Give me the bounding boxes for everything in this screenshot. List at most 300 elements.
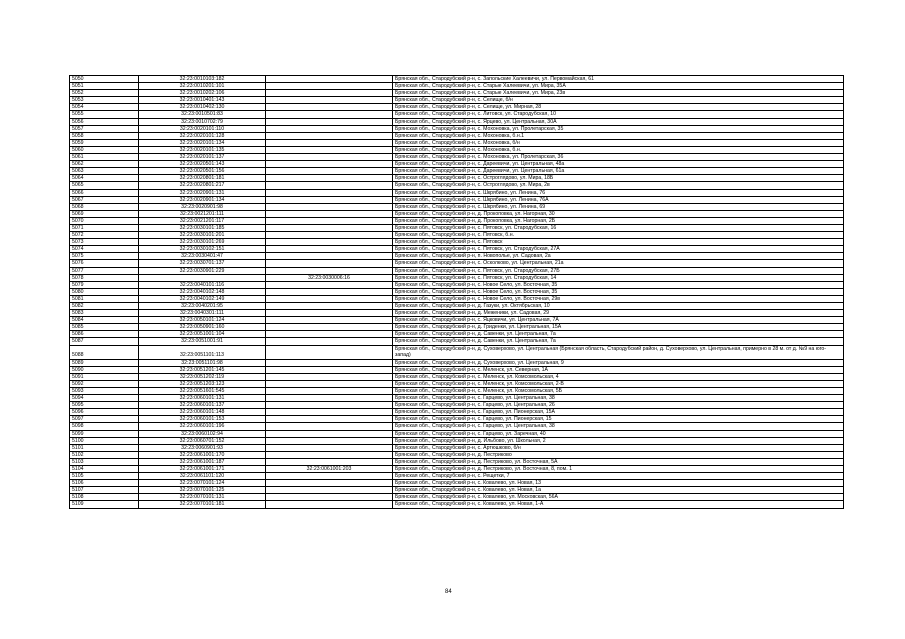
row-number-cell: 5070 [70,217,139,224]
row-number-cell: 5100 [70,437,139,444]
previous-cadastral-number-cell [266,338,393,345]
previous-cadastral-number-cell [266,118,393,125]
row-number-cell: 5081 [70,295,139,302]
table-row [70,366,844,373]
address-cell: Брянская обл., Стародубский р-н, с. Селище, ул. Мирная, 28 [393,104,844,111]
table-row [70,423,844,430]
previous-cadastral-number-cell [266,253,393,260]
previous-cadastral-number-cell [266,487,393,494]
row-number-cell: 5092 [70,380,139,387]
address-cell: Брянская обл., Стародубский р-н, д. Меженики, ул. Садовая, 29 [393,310,844,317]
row-number-cell: 5079 [70,281,139,288]
table-row [70,76,844,83]
address-cell: Брянская обл., Стародубский р-н, с. Пятовск, ул. Стародубская, 27А [393,246,844,253]
table-row [70,260,844,267]
table-row [70,345,844,359]
previous-cadastral-number-cell [266,366,393,373]
previous-cadastral-number-cell [266,111,393,118]
row-number-cell: 5091 [70,373,139,380]
row-number-cell: 5109 [70,501,139,508]
address-cell: Брянская обл., Стародубский р-н, с. Шкрябино, ул. Ленина, 69 [393,203,844,210]
address-cell: Брянская обл., Стародубский р-н, с. Мохоновка, б/н [393,139,844,146]
table-row [70,331,844,338]
cadastral-number-cell: 32:23:0050901:160 [139,324,266,331]
previous-cadastral-number-cell [266,451,393,458]
row-number-cell: 5102 [70,451,139,458]
previous-cadastral-number-cell [266,267,393,274]
cadastral-number-cell: 32:23:0060101:148 [139,409,266,416]
previous-cadastral-number-cell [266,281,393,288]
table-row [70,97,844,104]
row-number-cell: 5056 [70,118,139,125]
address-cell: Брянская обл., Стародубский р-н, с. Мохоновка, ул. Пролетарская, 35 [393,125,844,132]
address-cell: Брянская обл., Стародубский р-н, д. Газуки, ул. Октябрьская, 10 [393,303,844,310]
cadastral-number-cell: 32:23:0040201:95 [139,303,266,310]
previous-cadastral-number-cell [266,423,393,430]
row-number-cell: 5094 [70,395,139,402]
previous-cadastral-number-cell [266,359,393,366]
table-row [70,118,844,125]
previous-cadastral-number-cell [266,324,393,331]
row-number-cell: 5085 [70,324,139,331]
previous-cadastral-number-cell [266,409,393,416]
table-row [70,189,844,196]
cadastral-number-cell: 32:23:0040102:149 [139,295,266,302]
cadastral-number-cell: 32:23:0061001:171 [139,465,266,472]
previous-cadastral-number-cell [266,494,393,501]
previous-cadastral-number-cell [266,189,393,196]
row-number-cell: 5058 [70,132,139,139]
cadastral-number-cell: 32:23:0020901:98 [139,203,266,210]
previous-cadastral-number-cell [266,458,393,465]
cadastral-number-cell: 32:23:0051101:98 [139,359,266,366]
previous-cadastral-number-cell [266,76,393,83]
cadastral-number-cell: 32:23:0020501:156 [139,168,266,175]
cadastral-number-cell: 32:23:0040101:116 [139,281,266,288]
previous-cadastral-number-cell [266,402,393,409]
previous-cadastral-number-cell [266,203,393,210]
table-row [70,224,844,231]
table-row [70,430,844,437]
address-cell: Брянская обл., Стародубский р-н, с. Гарцево, ул. Центральная, 26 [393,402,844,409]
table-row [70,196,844,203]
table-row [70,175,844,182]
table-row [70,338,844,345]
address-cell: Брянская обл., Стародубский р-н, с. Меленск, ул. Комсомольская, 5Б [393,387,844,394]
table-row [70,380,844,387]
address-cell: Брянская обл., Стародубский р-н, с. Селище, б/н [393,97,844,104]
row-number-cell: 5053 [70,97,139,104]
cadastral-number-cell: 32:23:0060701:152 [139,437,266,444]
cadastral-number-cell: 32:23:0030901:229 [139,267,266,274]
row-number-cell: 5065 [70,182,139,189]
row-number-cell: 5062 [70,161,139,168]
previous-cadastral-number-cell: 32:23:0030006:16 [266,274,393,281]
address-cell: Брянская обл., Стародубский р-н, с. Ковалево, ул. Новая, 13 [393,480,844,487]
table-row [70,267,844,274]
address-cell: Брянская обл., Стародубский р-н, с. Меленск, ул. Северная, 1А [393,366,844,373]
address-cell: Брянская обл., Стародубский р-н, с. Яцковичи, ул. Центральная, 7А [393,317,844,324]
row-number-cell: 5057 [70,125,139,132]
cadastral-number-cell: 32:23:0051203:123 [139,380,266,387]
row-number-cell: 5071 [70,224,139,231]
cadastral-number-cell: 32:23:0061001:187 [139,458,266,465]
cadastral-number-cell: 32:23:0030101:269 [139,239,266,246]
previous-cadastral-number-cell [266,444,393,451]
table-row [70,303,844,310]
row-number-cell: 5077 [70,267,139,274]
cadastral-number-cell: 32:23:0060101:137 [139,402,266,409]
table-row [70,395,844,402]
table-row [70,132,844,139]
table-row [70,253,844,260]
registry-table [69,75,844,509]
row-number-cell: 5099 [70,430,139,437]
row-number-cell: 5076 [70,260,139,267]
table-row [70,139,844,146]
cadastral-number-cell: 32:23:0051001:104 [139,331,266,338]
cadastral-number-cell: 32:23:0051601:545 [139,387,266,394]
previous-cadastral-number-cell [266,161,393,168]
previous-cadastral-number-cell [266,288,393,295]
row-number-cell: 5073 [70,239,139,246]
previous-cadastral-number-cell [266,168,393,175]
address-cell: Брянская обл., Стародубский р-н, д. Гриденки, ул. Центральная, 15А [393,324,844,331]
previous-cadastral-number-cell [266,303,393,310]
previous-cadastral-number-cell [266,387,393,394]
cadastral-number-cell: 32:23:0020101:137 [139,154,266,161]
cadastral-number-cell: 32:23:0010501:83 [139,111,266,118]
previous-cadastral-number-cell [266,310,393,317]
address-cell: Брянская обл., Стародубский р-н, с. Пятовск, б.н. [393,232,844,239]
row-number-cell: 5078 [70,274,139,281]
previous-cadastral-number-cell [266,430,393,437]
cadastral-number-cell: 32:23:0060101:196 [139,423,266,430]
table-row [70,310,844,317]
previous-cadastral-number-cell [266,146,393,153]
address-cell: Брянская обл., Стародубский р-н, с. Гарцево, ул. Центральная, 38 [393,423,844,430]
row-number-cell: 5080 [70,288,139,295]
previous-cadastral-number-cell [266,317,393,324]
address-cell: Брянская обл., Стародубский р-н, с. Ковалево, ул. Новая, 1-А [393,501,844,508]
address-cell: Брянская обл., Стародубский р-н, с. Гарцево, ул. Пионерская, 15 [393,416,844,423]
address-cell: Брянская обл., Стародубский р-н, с. Новое Село, ул. Восточная, 35 [393,281,844,288]
table-row [70,295,844,302]
previous-cadastral-number-cell [266,480,393,487]
cadastral-number-cell: 32:23:0070101:181 [139,501,266,508]
address-cell: Брянская обл., Стародубский р-н, д. Суховерхово, ул. Центральная, 9 [393,359,844,366]
address-cell: Брянская обл., Стародубский р-н, с. Дареевичи, ул. Центральная, 61а [393,168,844,175]
previous-cadastral-number-cell [266,139,393,146]
row-number-cell: 5084 [70,317,139,324]
address-cell: Брянская обл., Стародубский р-н, с. Меленск, ул. Комсомольская, 2-В [393,380,844,387]
table-row [70,324,844,331]
table-row [70,217,844,224]
address-cell: Брянская обл., Стародубский р-н, с. Пятовск [393,239,844,246]
address-cell: Брянская обл., Стародубский р-н, с. Пятовск, ул. Стародубская, 27Б [393,267,844,274]
page-number: 84 [445,589,452,595]
address-cell: Брянская обл., Стародубский р-н, д. Суховерхово, ул. Центральная (Брянская область, Стародубский район, д. Суховерхово, ул. Центральная, примерно в 28 м. от д. №9 на юго-запад) [393,345,844,359]
address-cell: Брянская обл., Стародубский р-н, с. Мохоновка, б.н.1 [393,132,844,139]
address-cell: Брянская обл., Стародубский р-н, с. Артюшково, б/н [393,444,844,451]
previous-cadastral-number-cell [266,210,393,217]
table-row [70,473,844,480]
table-row [70,161,844,168]
address-cell: Брянская обл., Стародубский р-н, с. Шкрябино, ул. Ленина, 76А [393,196,844,203]
row-number-cell: 5106 [70,480,139,487]
row-number-cell: 5066 [70,189,139,196]
table-row [70,146,844,153]
address-cell: Брянская обл., Стародубский р-н, д. Прокоповка, ул. Нагорная, 2Б [393,217,844,224]
table-row [70,402,844,409]
previous-cadastral-number-cell [266,331,393,338]
table-row [70,409,844,416]
address-cell: Брянская обл., Стародубский р-н, с. Мохоновка, ул. Пролетарская, 36 [393,154,844,161]
address-cell: Брянская обл., Стародубский р-н, с. Мохоновка, б.н. [393,146,844,153]
address-cell: Брянская обл., Стародубский р-н, п. Новополье, ул. Садовая, 2а [393,253,844,260]
previous-cadastral-number-cell [266,125,393,132]
cadastral-number-cell: 32:23:0010103:182 [139,76,266,83]
table-row [70,416,844,423]
address-cell: Брянская обл., Стародубский р-н, с. Пятовск, ул. Стародубская, 16 [393,224,844,231]
cadastral-number-cell: 32:23:0020101:134 [139,139,266,146]
cadastral-number-cell: 32:23:0010202:106 [139,90,266,97]
table-row [70,494,844,501]
address-cell: Брянская обл., Стародубский р-н, с. Новое Село, ул. Восточная, 35 [393,288,844,295]
previous-cadastral-number-cell [266,232,393,239]
table-row [70,437,844,444]
previous-cadastral-number-cell [266,217,393,224]
row-number-cell: 5064 [70,175,139,182]
table-row [70,182,844,189]
address-cell: Брянская обл., Стародубский р-н, с. Ярцево, ул. Центральная, 30А [393,118,844,125]
address-cell: Брянская обл., Стародубский р-н, с. Гарцево, ул. Заречная, 40 [393,430,844,437]
address-cell: Брянская обл., Стародубский р-н, с. Старые Халеевичи, ул. Мира, 23в [393,90,844,97]
address-cell: Брянская обл., Стародубский р-н, д. Савенки, ул. Центральная, 7а [393,331,844,338]
cadastral-number-cell: 32:23:0050101:124 [139,317,266,324]
previous-cadastral-number-cell [266,395,393,402]
row-number-cell: 5082 [70,303,139,310]
row-number-cell: 5098 [70,423,139,430]
row-number-cell: 5063 [70,168,139,175]
address-cell: Брянская обл., Стародубский р-н, с. Меленск, ул. Комсомольская, 4 [393,373,844,380]
cadastral-number-cell: 32:23:0051101:113 [139,345,266,359]
row-number-cell: 5108 [70,494,139,501]
address-cell: Брянская обл., Стародубский р-н, с. Гарцево, ул. Центральная, 38 [393,395,844,402]
row-number-cell: 5055 [70,111,139,118]
previous-cadastral-number-cell [266,182,393,189]
address-cell: Брянская обл., Стародубский р-н, с. Литовск, ул. Стародубская, 10 [393,111,844,118]
row-number-cell: 5075 [70,253,139,260]
previous-cadastral-number-cell [266,501,393,508]
table-row [70,111,844,118]
previous-cadastral-number-cell [266,416,393,423]
table-row [70,281,844,288]
address-cell: Брянская обл., Стародубский р-н, с. Остроглядово, ул. Мира, 18Б [393,175,844,182]
address-cell: Брянская обл., Стародубский р-н, д. Пестриково [393,451,844,458]
previous-cadastral-number-cell [266,380,393,387]
cadastral-number-cell: 32:23:0010201:101 [139,83,266,90]
address-cell: Брянская обл., Стародубский р-н, с. Шкрябино, ул. Ленина, 76 [393,189,844,196]
row-number-cell: 5103 [70,458,139,465]
cadastral-number-cell: 32:23:0010402:130 [139,104,266,111]
row-number-cell: 5059 [70,139,139,146]
previous-cadastral-number-cell [266,104,393,111]
table-row [70,465,844,472]
cadastral-number-cell: 32:23:0070101:131 [139,494,266,501]
cadastral-number-cell [139,274,266,281]
cadastral-number-cell: 32:23:0051001:91 [139,338,266,345]
row-number-cell: 5097 [70,416,139,423]
previous-cadastral-number-cell: 32:23:0061001:203 [266,465,393,472]
address-cell: Брянская обл., Стародубский р-н, д. Савенки, ул. Центральная, 7а [393,338,844,345]
cadastral-number-cell: 32:23:0020901:131 [139,189,266,196]
address-cell: Брянская обл., Стародубский р-н, с. Ковалево, ул. Новая, 1а [393,487,844,494]
previous-cadastral-number-cell [266,246,393,253]
address-cell: Брянская обл., Стародубский р-н, с. Остроглядово, ул. Мира, 2в [393,182,844,189]
previous-cadastral-number-cell [266,473,393,480]
cadastral-number-cell: 32:23:0060102:94 [139,430,266,437]
cadastral-number-cell: 32:23:0030401:47 [139,253,266,260]
table-row [70,246,844,253]
row-number-cell: 5101 [70,444,139,451]
table-row [70,458,844,465]
table-row [70,274,844,281]
table-row [70,104,844,111]
previous-cadastral-number-cell [266,345,393,359]
table-row [70,387,844,394]
row-number-cell: 5072 [70,232,139,239]
address-cell: Брянская обл., Стародубский р-н, д. Пестриково, ул. Восточная, 8, пом. 1 [393,465,844,472]
cadastral-number-cell: 32:23:0010702:79 [139,118,266,125]
table-row [70,487,844,494]
address-cell: Брянская обл., Стародубский р-н, с. Рещетки, 7 [393,473,844,480]
table-row [70,154,844,161]
previous-cadastral-number-cell [266,97,393,104]
row-number-cell: 5051 [70,83,139,90]
previous-cadastral-number-cell [266,239,393,246]
row-number-cell: 5060 [70,146,139,153]
address-cell: Брянская обл., Стародубский р-н, с. Гарцево, ул. Пионерская, 15А [393,409,844,416]
cadastral-number-cell: 32:23:0020501:143 [139,161,266,168]
table-row [70,317,844,324]
table-row [70,210,844,217]
cadastral-number-cell: 32:23:0070101:125 [139,487,266,494]
address-cell: Брянская обл., Стародубский р-н, с. Дареевичи, ул. Центральная, 48а [393,161,844,168]
table-row [70,288,844,295]
cadastral-number-cell: 32:23:0060101:131 [139,395,266,402]
row-number-cell: 5054 [70,104,139,111]
cadastral-number-cell: 32:23:0020101:128 [139,132,266,139]
row-number-cell: 5090 [70,366,139,373]
address-cell: Брянская обл., Стародубский р-н, с. Ковалево, ул. Московская, 56А [393,494,844,501]
cadastral-number-cell: 32:23:0021201:117 [139,217,266,224]
cadastral-number-cell: 32:23:0040102:148 [139,288,266,295]
table-row [70,451,844,458]
previous-cadastral-number-cell [266,373,393,380]
row-number-cell: 5107 [70,487,139,494]
cadastral-number-cell: 32:23:0020901:134 [139,196,266,203]
table-row [70,444,844,451]
address-cell: Брянская обл., Стародубский р-н, д. Прокоповка, ул. Нагорная, 30 [393,210,844,217]
cadastral-number-cell: 32:23:0021201:111 [139,210,266,217]
cadastral-number-cell: 32:23:0030101:201 [139,232,266,239]
cadastral-number-cell: 32:23:0040301:111 [139,310,266,317]
cadastral-number-cell: 32:23:0030701:137 [139,260,266,267]
previous-cadastral-number-cell [266,437,393,444]
row-number-cell: 5068 [70,203,139,210]
previous-cadastral-number-cell [266,154,393,161]
cadastral-number-cell: 32:23:0060101:153 [139,416,266,423]
cadastral-number-cell: 32:23:0060901:93 [139,444,266,451]
row-number-cell: 5061 [70,154,139,161]
row-number-cell: 5086 [70,331,139,338]
table-body [70,76,844,509]
cadastral-number-cell: 32:23:0061001:170 [139,451,266,458]
row-number-cell: 5095 [70,402,139,409]
table-row [70,501,844,508]
table-row [70,83,844,90]
row-number-cell: 5083 [70,310,139,317]
cadastral-number-cell: 32:23:0030102:151 [139,246,266,253]
cadastral-number-cell: 32:23:0051201:145 [139,366,266,373]
previous-cadastral-number-cell [266,196,393,203]
table-row [70,239,844,246]
row-number-cell: 5087 [70,338,139,345]
table-row [70,480,844,487]
previous-cadastral-number-cell [266,260,393,267]
previous-cadastral-number-cell [266,132,393,139]
table-row [70,232,844,239]
address-cell: Брянская обл., Стародубский р-н, с. Осколково, ул. Центральная, 21а [393,260,844,267]
address-cell: Брянская обл., Стародубский р-н, с. Пятовск, ул. Стародубская, 14 [393,274,844,281]
row-number-cell: 5050 [70,76,139,83]
row-number-cell: 5069 [70,210,139,217]
previous-cadastral-number-cell [266,175,393,182]
address-cell: Брянская обл., Стародубский р-н, с. Новое Село, ул. Восточная, 29в [393,295,844,302]
table-row [70,125,844,132]
cadastral-number-cell: 32:23:0061101:120 [139,473,266,480]
row-number-cell: 5105 [70,473,139,480]
row-number-cell: 5088 [70,345,139,359]
table-row [70,359,844,366]
previous-cadastral-number-cell [266,224,393,231]
cadastral-number-cell: 32:23:0030101:185 [139,224,266,231]
address-cell: Брянская обл., Стародубский р-н, с. Запольские Халеевичи, ул. Первомайская, 61 [393,76,844,83]
previous-cadastral-number-cell [266,295,393,302]
table-row [70,168,844,175]
cadastral-number-cell: 32:23:0020101:135 [139,146,266,153]
table-row [70,90,844,97]
row-number-cell: 5089 [70,359,139,366]
cadastral-number-cell: 32:23:0010401:143 [139,97,266,104]
cadastral-number-cell: 32:23:0020101:110 [139,125,266,132]
previous-cadastral-number-cell [266,90,393,97]
table-row [70,203,844,210]
cadastral-number-cell: 32:23:0020801:217 [139,182,266,189]
cadastral-number-cell: 32:23:0020801:181 [139,175,266,182]
row-number-cell: 5067 [70,196,139,203]
row-number-cell: 5074 [70,246,139,253]
row-number-cell: 5096 [70,409,139,416]
address-cell: Брянская обл., Стародубский р-н, д. Пестриково, ул. Восточная, 5А [393,458,844,465]
row-number-cell: 5052 [70,90,139,97]
address-cell: Брянская обл., Стародубский р-н, д. Ильбово, ул. Школьная, 2 [393,437,844,444]
cadastral-number-cell: 32:23:0051202:119 [139,373,266,380]
table-row [70,373,844,380]
address-cell: Брянская обл., Стародубский р-н, с. Старые Халеевичи, ул. Мира, 35А [393,83,844,90]
cadastral-number-cell: 32:23:0070101:124 [139,480,266,487]
